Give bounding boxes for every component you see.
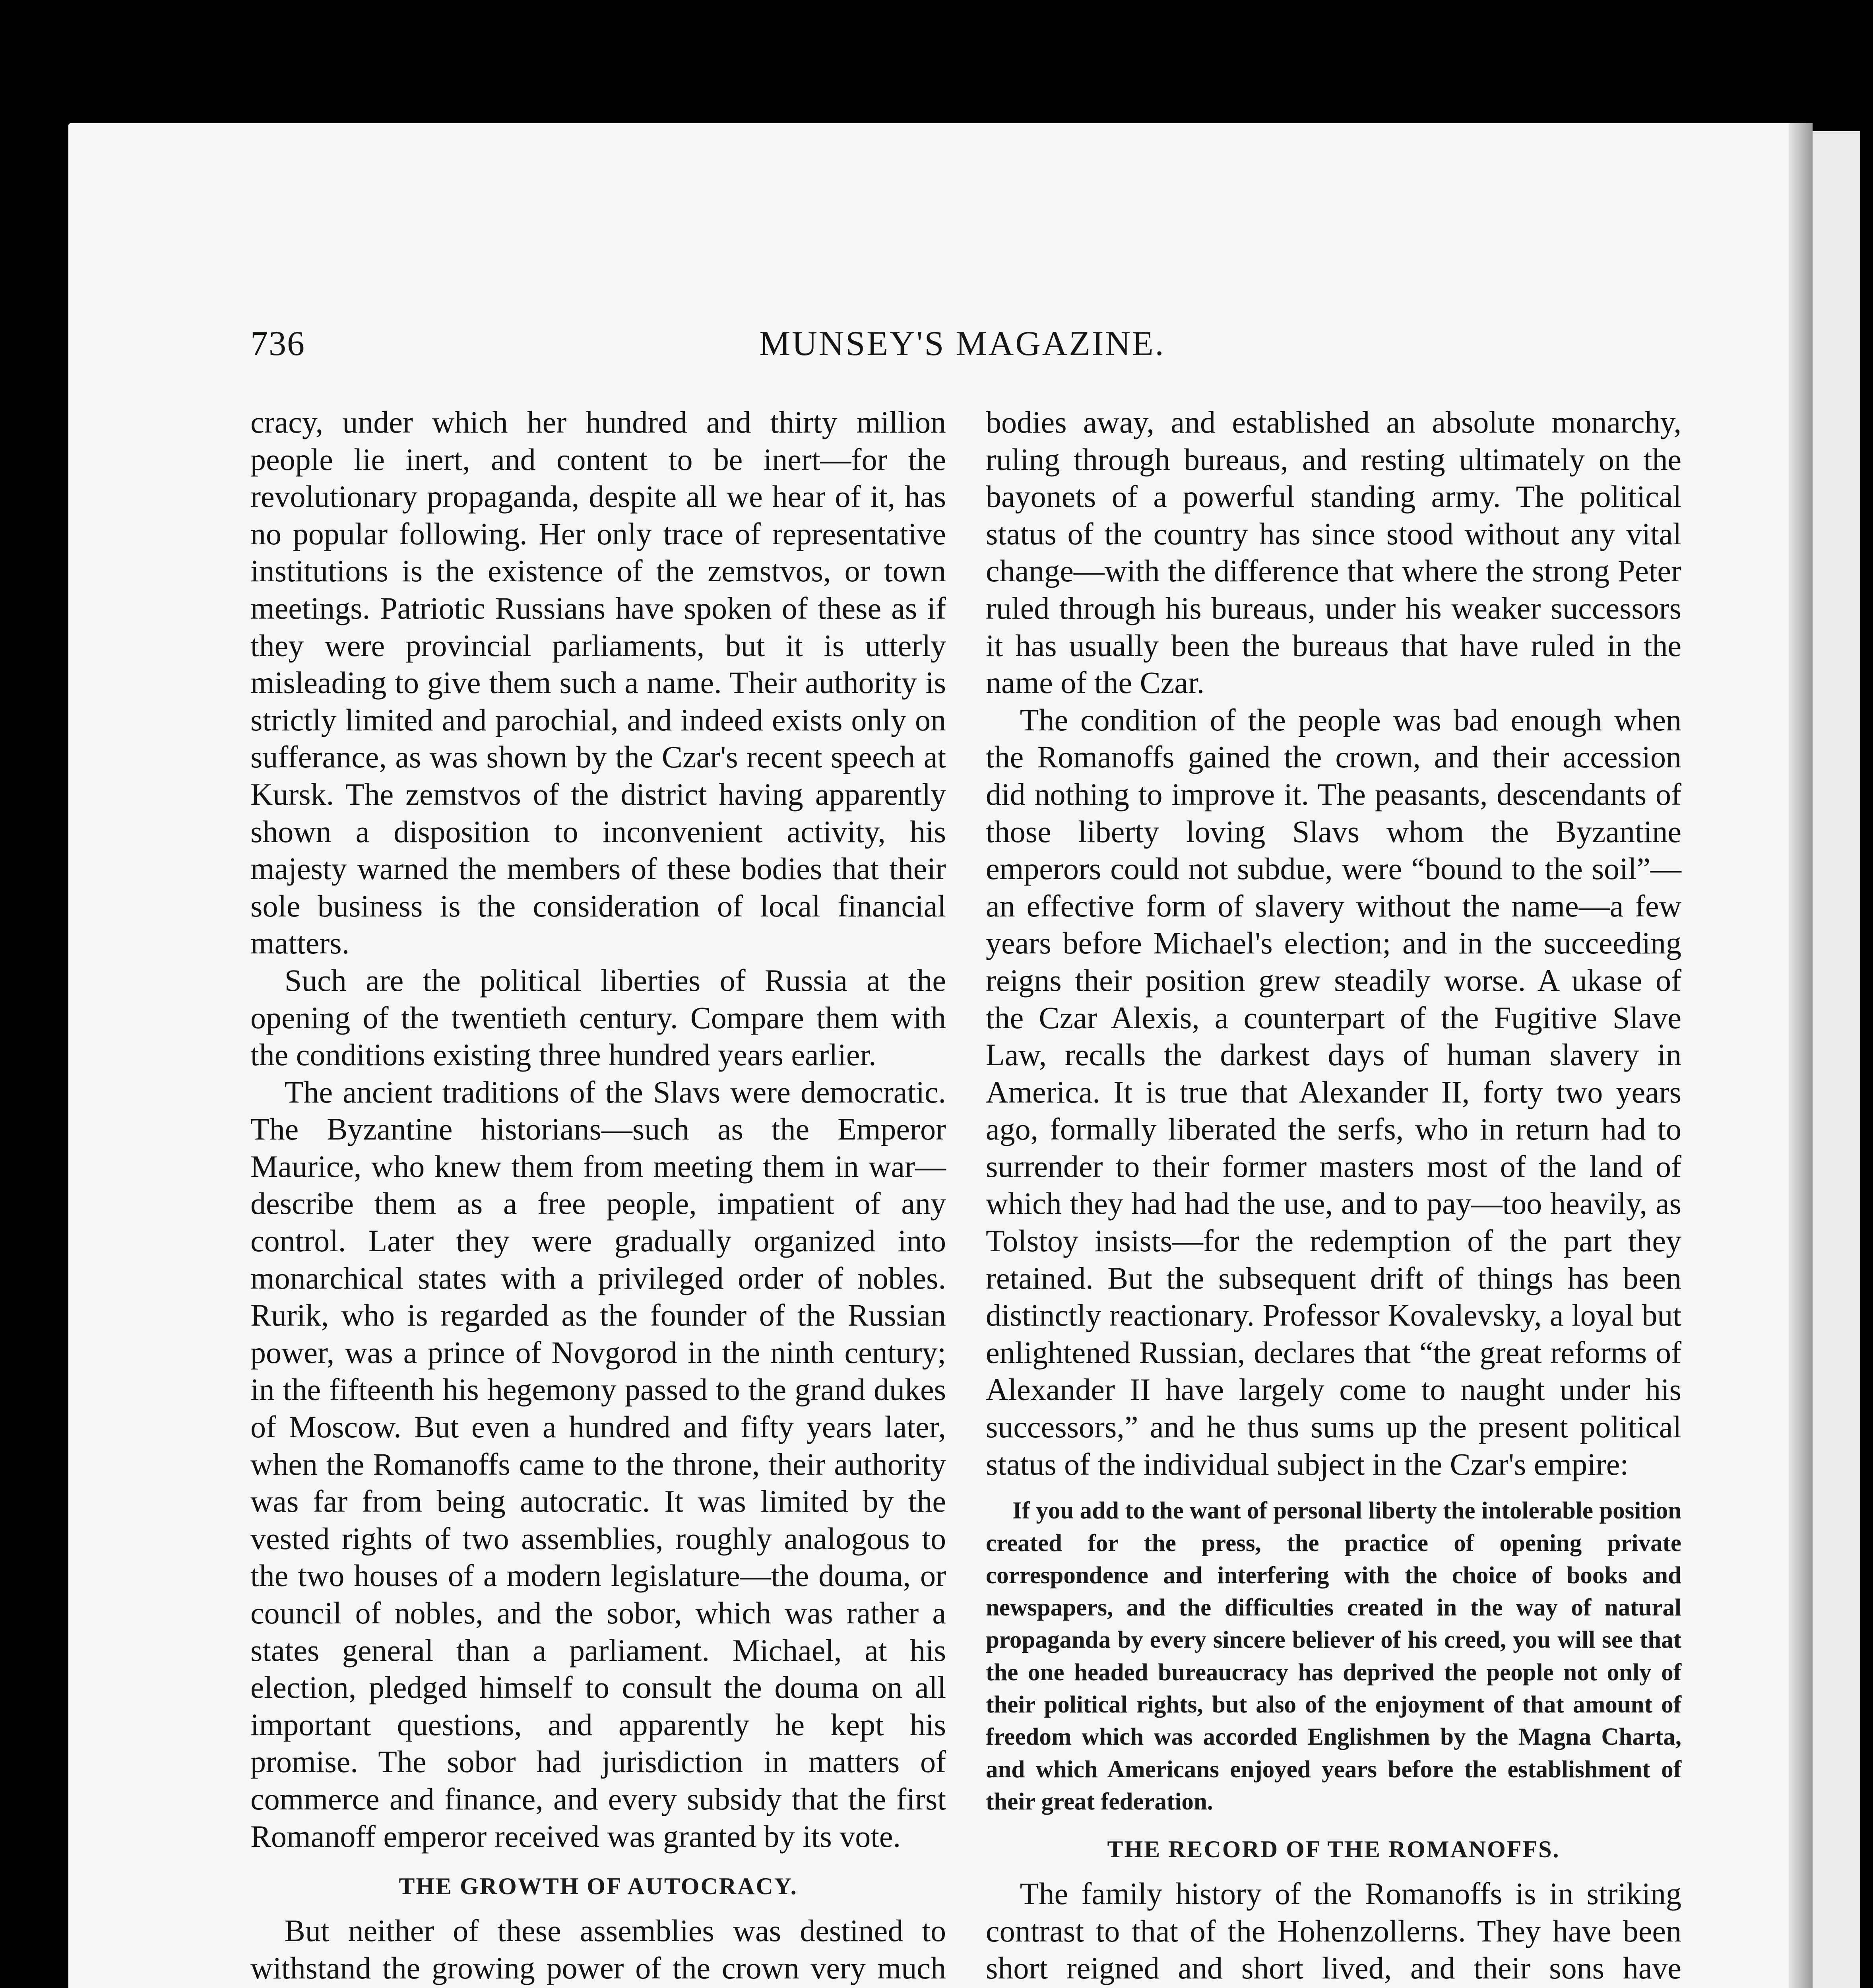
- paragraph: Such are the political liberties of Russia at the opening of the twentieth century. Compare them with the conditions existing three hundred years earlier.: [250, 963, 946, 1072]
- section-heading: THE RECORD OF THE ROMANOFFS.: [1107, 1836, 1560, 1863]
- page-fold-shadow: [1789, 123, 1813, 1988]
- section-heading: THE GROWTH OF AUTOCRACY.: [399, 1873, 798, 1900]
- page-number: 736: [250, 324, 305, 363]
- block-quote: If you add to the want of personal liberty the intolerable position created for the press, the practice of opening private correspondence and interfering with the choice of books and newspapers, and the difficulties created in the way of natural propaganda by every sincere believer of his creed, you will see that the one headed bureaucracy has deprived the people not only of their political rights, but also of the enjoyment of that amount of freedom which was accorded Englishmen by the Magna Charta, and which Americans enjoyed years before the establishment of their great federation.: [986, 1497, 1681, 1815]
- running-head: [250, 320, 1681, 368]
- adjacent-page-edge: [1813, 131, 1860, 1988]
- right-column: [986, 404, 1681, 1988]
- left-column: [250, 404, 946, 1988]
- paragraph: The condition of the people was bad enough when the Romanoffs gained the crown, and their accession did nothing to improve it. The peasants, descendants of those liberty loving Slavs whom the Byzantine emperors could not subdue, were “bound to the soil”—an effective form of slavery without the name—a few years before Michael's election; and in the succeeding reigns their position grew steadily worse. A ukase of the Czar Alexis, a counterpart of the Fugitive Slave Law, recalls the darkest days of human slavery in America. It is true that Alexander II, forty two years ago, formally liberated the serfs, who in return had to surrender to their former masters most of the land of which they had had the use, and to pay—too heavily, as Tolstoy insists—for the redemption of the part they retained. But the subsequent drift of things has been distinctly reactionary. Professor Kovalevsky, a loyal but enlightened Russian, declares that “the great reforms of Alexander II have largely come to naught under his successors,” and he thus sums up the present political status of the individual subject in the Czar's empire:: [986, 702, 1681, 1481]
- magazine-title: MUNSEY'S MAGAZINE.: [759, 324, 1165, 363]
- paragraph: cracy, under which her hundred and thirty million people lie inert, and content to be inert—for the revolutionary propaganda, despite all we hear of it, has no popular following. Her only trace of representative institutions is the existence of the zemstvos, or town meetings. Patriotic Russians have spoken of these as if they were provincial parliaments, but it is utterly misleading to give them such a name. Their authority is strictly limited and parochial, and indeed exists only on sufferance, as was shown by the Czar's recent speech at Kursk. The zemstvos of the district having apparently shown a disposition to inconvenient activity, his majesty warned the members of these bodies that their sole business is the consideration of local financial matters.: [250, 405, 946, 961]
- paragraph: But neither of these assemblies was destined to withstand the growing power of the crown very much: [250, 1913, 946, 1985]
- paragraph: bodies away, and established an absolute monarchy, ruling through bureaus, and resting ultimately on the bayonets of a powerful standing army. The political status of the country has since stood without any vital change—with the difference that where the strong Peter ruled through his bureaus, under his weaker successors it has usually been the bureaus that have ruled in the name of the Czar.: [986, 405, 1681, 700]
- paragraph: The family history of the Romanoffs is in striking contrast to that of the Hohenzollerns. They have been short reigned and short lived, and their sons have: [986, 1876, 1681, 1986]
- paragraph: The ancient traditions of the Slavs were democratic. The Byzantine historians—such as the Emperor Maurice, who knew them from meeting them in war—describe them as a free people, impatient of any control. Later they were gradually organized into monarchical states with a privileged order of nobles. Rurik, who is regarded as the founder of the Russian power, was a prince of Novgorod in the ninth century; in the fifteenth his hegemony passed to the grand dukes of Moscow. But even a hundred and fifty years later, when the Romanoffs came to the throne, their authority was far from being autocratic. It was limited by the vested rights of two assemblies, roughly analogous to the two houses of a modern legislature—the douma, or council of nobles, and the sobor, which was rather a states general than a parliament. Michael, at his election, pledged himself to consult the douma on all important questions, and apparently he kept his promise. The sobor had jurisdiction in matters of commerce and finance, and every subsidy that the first Romanoff emperor received was granted by its vote.: [250, 1074, 946, 1854]
